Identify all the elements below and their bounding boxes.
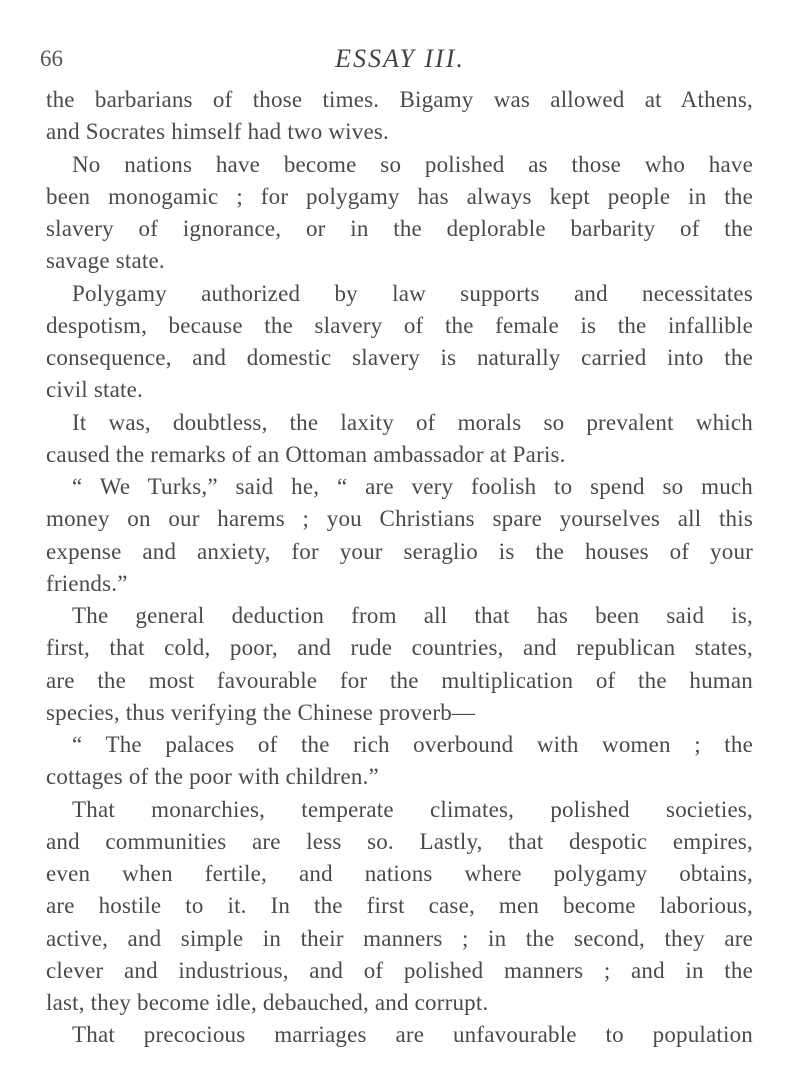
text-line: active, and simple in their manners ; in the second, they are — [46, 925, 753, 951]
text-line: first, that cold, poor, and rude countries, and republican states, — [46, 635, 753, 661]
text-line: are the most favourable for the multiplication of the human — [46, 667, 753, 693]
text-line: clever and industrious, and of polished manners ; and in the — [46, 957, 753, 983]
text-line: the barbarians of those times. Bigamy was allowed at Athens, — [46, 87, 753, 112]
text-line: expense and anxiety, for your seraglio is the houses of your — [46, 538, 753, 564]
text-line: slavery of ignorance, or in the deplorable barbarity of the — [46, 216, 753, 241]
text-line: “ We Turks,” said he, “ are very foolish to spend so much — [72, 474, 753, 499]
text-line: That precocious marriages are unfavourable to population — [72, 1022, 753, 1048]
text-line: and communities are less so. Lastly, that despotic empires, — [46, 828, 753, 854]
text-line: The general deduction from all that has been said is, — [72, 603, 753, 628]
text-line: been monogamic ; for polygamy has always kept people in the — [46, 183, 753, 209]
text-line: last, they become idle, debauched, and corrupt. — [46, 990, 489, 1015]
text-line: “ The palaces of the rich overbound with women ; the — [72, 732, 753, 757]
text-line: despotism, because the slavery of the female is the infallible — [46, 312, 753, 338]
text-line: are hostile to it. In the first case, men become laborious, — [46, 893, 753, 919]
text-line: friends.” — [46, 570, 128, 596]
page-number: 66 — [40, 46, 63, 71]
body-text — [46, 84, 753, 1052]
text-line: civil state. — [46, 377, 143, 403]
text-line: caused the remarks of an Ottoman ambassador at Paris. — [46, 441, 566, 467]
running-title: ESSAY III. — [335, 44, 465, 73]
text-line: consequence, and domestic slavery is naturally carried into the — [46, 345, 753, 370]
text-line: savage state. — [46, 248, 165, 274]
text-line: and Socrates himself had two wives. — [46, 119, 389, 145]
text-line: money on our harems ; you Christians spare yourselves all this — [46, 506, 753, 532]
text-line: It was, doubtless, the laxity of morals so prevalent which — [72, 409, 753, 435]
text-line: Polygamy authorized by law supports and necessitates — [72, 280, 753, 306]
text-line: cottages of the poor with children.” — [46, 764, 379, 790]
text-line: That monarchies, temperate climates, polished societies, — [72, 796, 753, 822]
text-line: No nations have become so polished as those who have — [72, 151, 753, 177]
text-line: species, thus verifying the Chinese proverb— — [46, 699, 476, 725]
text-line: even when fertile, and nations where polygamy obtains, — [46, 861, 753, 886]
